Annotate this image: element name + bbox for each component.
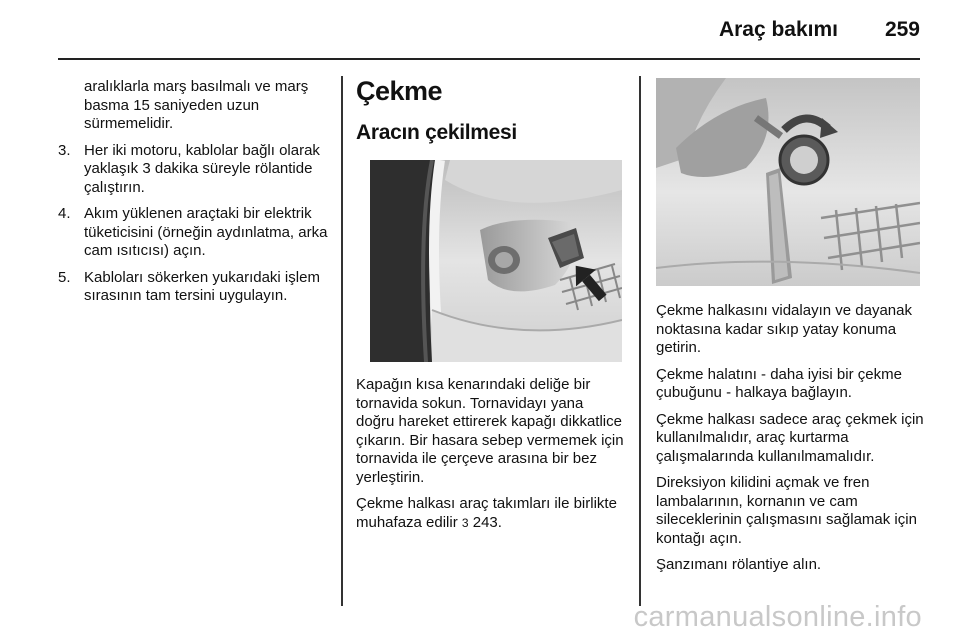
tow-cover-illustration bbox=[370, 160, 622, 362]
column-divider-left bbox=[341, 76, 343, 606]
paragraph: Direksiyon kilidini açmak ve fren lambalarının, kornanın ve cam sileceklerinin çalışmasını sağlamak için kontağı açın. bbox=[656, 474, 917, 547]
section-heading: Çekme bbox=[356, 76, 443, 106]
list-number: 3. bbox=[58, 141, 71, 159]
column-2-headings bbox=[356, 76, 626, 146]
list-item bbox=[58, 269, 333, 306]
page-number: 259 bbox=[884, 18, 920, 41]
tow-eye-illustration bbox=[656, 78, 920, 286]
section-subheading: Aracın çekilmesi bbox=[356, 121, 517, 144]
paragraph: Çekme halkası sadece araç çekmek için kullanılmalıdır, araç kurtarma çalışmalarında kullanılmamalıdır. bbox=[656, 410, 924, 465]
page-reference-icon: 3 bbox=[461, 515, 469, 530]
paragraph: Kapağın kısa kenarındaki deliğe bir tornavida sokun. Tornavidayı yana doğru hareket ettirerek kapağı dikkatlice çıkarın. Bir hasara sebep vermemek için tornavida ile çerçeve arasına bir bez yerleştirin. bbox=[356, 376, 624, 486]
column-2-text bbox=[356, 376, 624, 532]
list-text: Kabloları sökerken yukarıdaki işlem sırasının tam tersini uygulayın. bbox=[84, 268, 320, 304]
tow-cover-photo bbox=[370, 160, 622, 362]
chapter-title: Araç bakımı bbox=[718, 18, 838, 41]
header-rule bbox=[58, 58, 920, 60]
page-header bbox=[0, 0, 960, 62]
list-text: Her iki motoru, kablolar bağlı olarak yaklaşık 3 dakika süreyle rölantide çalıştırın. bbox=[84, 141, 320, 196]
column-1 bbox=[58, 78, 333, 306]
list-item bbox=[58, 205, 333, 261]
list-item bbox=[58, 142, 333, 198]
paragraph: Şanzımanı rölantiye alın. bbox=[656, 556, 822, 573]
paragraph: Çekme halatını - daha iyisi bir çekme çubuğunu - halkaya bağlayın. bbox=[656, 365, 902, 401]
paragraph-text: Çekme halkası araç takımları ile birlikte muhafaza edilir bbox=[356, 495, 617, 531]
paragraph bbox=[356, 495, 624, 532]
continuation-text: aralıklarla marş basılmalı ve marş basma 15 saniyeden uzun sürmemelidir. bbox=[84, 78, 309, 132]
list-text: Akım yüklenen araçtaki bir elektrik tüketicisini (örneğin aydınlatma, arka cam ısıtıcısı) açın. bbox=[84, 205, 328, 259]
list-number: 4. bbox=[58, 205, 71, 222]
paragraph: Çekme halkasını vidalayın ve dayanak noktasına kadar sıkıp yatay konuma getirin. bbox=[656, 302, 912, 356]
column-3-text bbox=[656, 302, 924, 575]
column-divider-right bbox=[639, 76, 641, 606]
page-reference[interactable]: 243. bbox=[472, 513, 502, 531]
list-number: 5. bbox=[58, 268, 71, 286]
watermark: carmanualsonline.info bbox=[633, 601, 922, 633]
tow-eye-photo bbox=[656, 78, 920, 286]
